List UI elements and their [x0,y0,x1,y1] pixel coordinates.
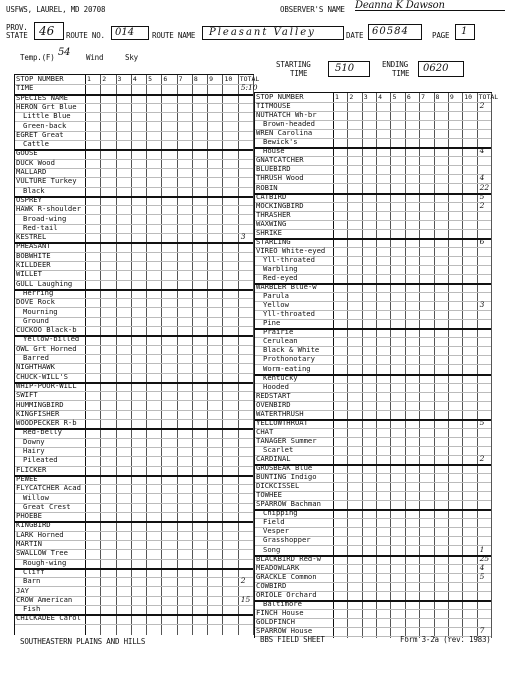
stop-column-header: 10 [464,93,473,101]
species-label: DICKCISSEL [256,481,300,491]
stop-column-header: 5 [148,75,152,83]
species-label: GROSBEAK Blue [256,463,313,473]
species-label: Herring [23,287,54,297]
species-label: Rough-wing [23,557,67,567]
total-count[interactable]: 7 [479,625,485,635]
stop-column-header: 3 [363,93,368,101]
species-label: WOODPECKER R-b [16,418,77,428]
species-label: STOP NUMBER [16,74,64,83]
species-label: GRACKLE Common [256,571,317,581]
species-label: House [263,146,285,156]
species-label: BOBWHITE [16,250,51,260]
footer-region: SOUTHEASTERN PLAINS AND HILLS [20,637,146,646]
species-label: REDSTART [256,390,291,400]
species-label: DOVE Rock [16,297,55,307]
species-label: DUCK Wood [16,157,55,167]
species-label: Hooded [263,381,289,391]
species-label: TITMOUSE [256,101,291,111]
ending-time-box[interactable] [418,61,464,77]
species-label: NUTHATCH Wh-br [256,110,317,120]
species-label: LARK Horned [16,529,64,539]
species-label: Cattle [23,139,49,149]
species-label: MALLARD [16,167,47,176]
total-count[interactable]: 5 [479,191,485,201]
ending-label: ENDING [382,60,408,69]
species-label: KILLDEER [16,260,51,269]
species-label: OSPREY [16,194,42,204]
species-label: KINGFISHER [16,408,60,418]
species-label: THRUSH Wood [256,173,304,183]
species-label: MARTIN [16,539,42,548]
temp-label: Temp.(F) [20,53,55,62]
stop-column-header: 10 [224,75,233,83]
route-no-box[interactable] [111,26,149,40]
species-label: Mourning [23,306,58,316]
species-label: Cliff [23,566,45,576]
species-label: MEADOWLARK [256,562,300,572]
species-label: Yll-throated [263,309,315,319]
total-count[interactable]: 5 [479,417,485,427]
species-label: Barn [23,576,41,586]
species-label: JAY [16,585,29,595]
total-count[interactable]: 15 [240,594,251,604]
species-label: PEWEE [16,473,38,483]
species-label: WREN Carolina [256,128,313,138]
date-label: DATE [346,31,364,40]
species-label: Prairie [263,327,294,337]
total-count[interactable]: 2 [240,576,246,586]
species-label: HAWK R-shoulder [16,204,81,214]
species-label: YELLOWTHROAT [256,417,308,427]
species-label: Field [263,517,285,527]
starting-time-label: TIME [290,69,308,78]
species-label: CHICKADEE Carol [16,613,81,623]
species-label: VIREO White-eyed [256,245,326,255]
species-label: Barred [23,353,49,362]
species-label: Ground [23,315,49,325]
species-label: GOLDFINCH [256,616,295,626]
species-label: KESTREL [16,232,47,242]
species-label: Pileated [23,455,58,465]
temp-value[interactable]: 54 [58,47,71,58]
species-label: Vesper [263,526,289,536]
total-count[interactable]: 22 [479,182,490,192]
species-label: BLUEBIRD [256,164,291,174]
stop-column-header: 9 [209,75,214,83]
species-label: Yellow [263,300,289,310]
species-label: PHEASANT [16,241,51,251]
species-label: Red-eyed [263,273,298,282]
wind-label: Wind [86,53,104,62]
species-label: WHIP-POOR-WILL [16,380,77,390]
ending-time-label: TIME [392,69,410,78]
species-label: SPARROW Bachman [256,499,321,509]
species-label: Red-tail [23,222,58,232]
stop-column-header: 1 [335,93,339,101]
stop-column-header: 2 [102,75,107,83]
species-label: TOWHEE [256,490,282,500]
species-label: FLYCATCHER Acad [16,483,81,493]
route-name-box[interactable] [202,26,344,40]
starting-label: STARTING [276,60,311,69]
species-label: STOP NUMBER [256,92,304,101]
species-label: SWALLOW Tree [16,548,68,558]
species-label: CHAT [256,426,274,436]
stop-column-header: TOTAL [478,93,499,101]
species-label: MOCKINGBIRD [256,200,304,210]
total-count[interactable]: 3 [240,232,246,242]
species-label: Willow [23,492,49,502]
species-label: Broad-wing [23,213,67,223]
stop-column-header: 9 [449,93,454,101]
species-label: FLICKER [16,464,47,474]
species-label: CATBIRD [256,191,287,201]
species-label: VULTURE Turkey [16,176,77,186]
species-label: Yellow-billed [23,334,80,344]
species-label: TANAGER Summer [256,435,317,445]
species-label: Downy [23,436,45,446]
species-label: Brown-headed [263,119,315,129]
ending-time-value: 0620 [423,63,449,74]
species-label: PHOEBE [16,511,42,521]
total-count[interactable]: 6 [479,236,485,246]
column-divider [491,93,492,638]
route-no-label: ROUTE NO. [66,31,105,40]
right-species-table [254,92,499,638]
total-count[interactable]: 4 [479,146,485,156]
stop-column-header: 8 [435,93,440,101]
species-label: CUCKOO Black-b [16,325,77,335]
species-label: BUNTING Indigo [256,472,317,482]
species-label: WATERTHRUSH [256,408,304,418]
total-count[interactable]: 5 [479,571,485,581]
total-count[interactable]: 3 [479,300,485,310]
starting-time-value: 510 [335,63,355,74]
species-label: Fish [23,604,41,614]
species-label: GNATCATCHER [256,155,304,165]
species-label: FINCH House [256,607,304,617]
total-count[interactable]: 4 [479,562,485,572]
species-label: HUMMINGBIRD [16,399,64,409]
route-no-value: 014 [115,27,135,38]
species-label: Grasshopper [263,535,311,545]
species-label: OWL Grt Horned [16,343,77,353]
total-count[interactable]: 1 [479,544,485,554]
species-label: Baltimore [263,598,302,608]
species-label: NIGHTHAWK [16,362,55,372]
species-label: Warbling [263,263,298,273]
total-count[interactable]: 4 [479,173,485,183]
species-label: CARDINAL [256,454,291,463]
species-label: GULL Laughing [16,278,73,288]
species-label: Black & White [263,345,320,355]
species-label: HERON Grt Blue [16,101,77,111]
species-label: Song [263,544,281,554]
page-label: PAGE [432,31,450,40]
species-label: Great Crest [23,501,71,511]
species-label: ROBIN [256,182,278,192]
species-label: WILLET [16,269,42,279]
prov-label: PROV. [6,23,28,32]
species-label: Little Blue [23,111,71,121]
species-label: THRASHER [256,209,291,219]
species-label: Hairy [23,446,45,455]
stop-column-header: TOTAL [239,75,260,83]
species-label: CROW American [16,594,73,604]
species-label: EGRET Great [16,129,64,139]
stop-column-header: 6 [163,75,168,83]
species-row [15,614,253,624]
footer-form-number: Form 3-2a (rev. 1983) [400,635,491,644]
route-name-label: ROUTE NAME [152,31,196,40]
total-count[interactable]: 5:10 [240,83,258,93]
species-label: BLACKBIRD Red-w [256,553,321,563]
left-species-table [14,74,260,635]
species-label: Prothonotary [263,354,315,364]
species-label: SWIFT [16,390,38,400]
species-label: Red-belly [23,427,62,437]
species-label: Scarlet [263,444,294,454]
stop-column-header: 4 [132,75,137,83]
state-box[interactable] [34,22,64,40]
page-value: 1 [461,26,468,37]
species-label: KINGBIRD [16,520,51,530]
species-label: Kentucky [263,372,298,382]
total-count[interactable]: 2 [479,454,485,463]
species-label: Yll-throated [263,254,315,264]
state-value: 46 [39,24,55,38]
species-label: Parula [263,291,289,301]
species-label: ORIOLE Orchard [256,589,317,599]
species-label: SPARROW House [256,625,313,635]
species-label: COWBIRD [256,580,287,590]
sky-label: Sky [125,53,138,62]
species-label: CHUCK-WILL'S [16,371,68,381]
stop-column-header: 7 [178,75,183,83]
date-box[interactable] [368,24,422,40]
stop-column-header: 3 [117,75,122,83]
species-label: Bewick's [263,137,298,147]
species-label: OVENBIRD [256,399,291,409]
species-label: Black [23,185,45,195]
starting-time-box[interactable] [328,61,370,77]
species-label: TIME [16,83,34,93]
species-label: STARLING [256,236,291,246]
species-label: WARBLER Blue-w [256,282,317,292]
stop-column-header: 4 [378,93,382,101]
species-label: Worm-eating [263,363,311,373]
stop-column-header: 7 [421,93,426,101]
species-label: Green-back [23,120,67,130]
species-label: WAXWING [256,218,287,228]
total-count[interactable]: 2 [479,200,485,210]
stop-column-header: 5 [392,93,397,101]
species-label: Cerulean [263,336,298,346]
species-label: SHRIKE [256,227,282,237]
agency-address: USFWS, LAUREL, MD 20708 [6,5,106,14]
species-label: Chipping [263,508,298,518]
observer-name-field[interactable]: Deanna K Dawson [355,2,505,11]
total-count[interactable]: 25 [479,553,490,563]
state-label: STATE [6,31,28,40]
footer-sheet-name: BBS FIELD SHEET [260,635,325,644]
route-name-value: Pleasant Valley [209,27,316,38]
observer-label: OBSERVER'S NAME [280,5,345,14]
stop-column-header: 6 [406,93,411,101]
stop-column-header: 2 [349,93,354,101]
stop-column-header: 1 [87,75,91,83]
page-box[interactable] [455,24,475,40]
stop-column-header: 8 [193,75,198,83]
date-value: 60584 [372,26,409,37]
total-count[interactable]: 2 [479,101,485,111]
species-label: GOOSE [16,148,38,158]
species-label: SPECIES NAME [16,92,68,102]
species-label: Pine [263,318,281,328]
